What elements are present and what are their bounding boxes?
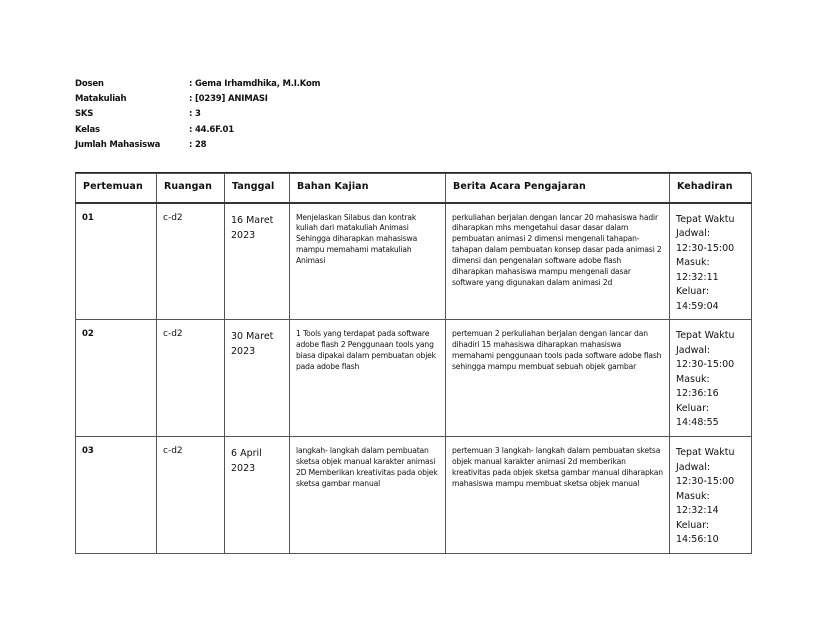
- kehadiran-status: Tepat Waktu: [676, 330, 735, 341]
- cell-pertemuan: 02: [76, 320, 157, 437]
- cell-berita-acara: perkuliahan berjalan dengan lancar 20 mahasiswa hadir diharapkan mhs mengetahui dasar dasar dalam pembuatan animasi 2 dimensi mengenali tahapan- tahapan dalam pembuatan konsep dasar pada animasi 2 dimensi dan pengenalan software adobe flash diharapkan mahasiswa mampu mengenali dasar software yang digunakan dalam animasi 2d: [446, 203, 670, 320]
- kehadiran-keluar: 14:59:04: [676, 300, 719, 312]
- kehadiran-jadwal-label: Jadwal:: [676, 344, 711, 356]
- cell-kehadiran: [670, 437, 752, 554]
- table-header-row: [76, 174, 752, 203]
- info-label: Jumlah Mahasiswa: [75, 139, 161, 150]
- cell-bahan-kajian: Menjelaskan Silabus dan kontrak kuliah dari matakuliah Animasi Sehingga diharapkan mahasiswa mampu memahami matakuliah Animasi: [290, 203, 446, 320]
- info-label: Kelas: [75, 124, 100, 135]
- cell-berita-acara: pertemuan 2 perkuliahan berjalan dengan lancar dan dihadiri 15 mahasiswa diharapkan mahasiswa memahami penggunaan tools pada software adobe flash sehingga mampu membuat sebuah objek gambar: [446, 320, 670, 437]
- cell-tanggal: 16 Maret 2023: [225, 203, 290, 320]
- kehadiran-keluar-label: Keluar:: [676, 519, 710, 531]
- info-value: : [0239] ANIMASI: [189, 94, 268, 105]
- info-value: : 28: [189, 139, 207, 150]
- table-row: [76, 320, 752, 437]
- info-label: Dosen: [75, 79, 104, 89]
- info-value: : 3: [189, 109, 201, 120]
- kehadiran-keluar-label: Keluar:: [676, 402, 710, 414]
- kehadiran-jadwal: 12:30-15:00: [676, 476, 735, 487]
- kehadiran-jadwal-label: Jadwal:: [676, 228, 711, 239]
- table-row: [76, 437, 752, 554]
- info-label: SKS: [75, 109, 94, 120]
- cell-ruangan: c-d2: [157, 437, 225, 554]
- header-ruangan: Ruangan: [157, 174, 225, 203]
- attendance-table: [75, 173, 752, 554]
- kehadiran-jadwal-label: Jadwal:: [676, 461, 711, 473]
- info-label: Matakuliah: [75, 94, 127, 105]
- kehadiran-masuk-label: Masuk:: [676, 373, 710, 385]
- kehadiran-masuk: 12:32:14: [676, 505, 719, 516]
- header-bahan-kajian: Bahan Kajian: [290, 174, 446, 203]
- header-tanggal: Tanggal: [225, 174, 290, 203]
- cell-pertemuan: 03: [76, 437, 157, 554]
- header-pertemuan: Pertemuan: [76, 174, 157, 203]
- kehadiran-masuk-label: Masuk:: [676, 257, 710, 268]
- kehadiran-status: Tepat Waktu: [676, 447, 735, 458]
- cell-bahan-kajian: langkah- langkah dalam pembuatan sketsa objek manual karakter animasi 2D Memberikan kreativitas pada objek sketsa gambar manual: [290, 437, 446, 554]
- kehadiran-keluar-label: Keluar:: [676, 286, 710, 297]
- kehadiran-jadwal: 12:30-15:00: [676, 359, 735, 370]
- cell-pertemuan: 01: [76, 203, 157, 320]
- kehadiran-masuk-label: Masuk:: [676, 490, 710, 502]
- kehadiran-jadwal: 12:30-15:00: [676, 242, 735, 254]
- kehadiran-masuk: 12:32:11: [676, 271, 719, 283]
- kehadiran-keluar: 14:48:55: [676, 417, 719, 428]
- header-kehadiran: Kehadiran: [670, 174, 752, 203]
- cell-kehadiran: [670, 203, 752, 320]
- cell-ruangan: c-d2: [157, 320, 225, 437]
- cell-tanggal: 30 Maret 2023: [225, 320, 290, 437]
- cell-tanggal: 6 April 2023: [225, 437, 290, 554]
- cell-bahan-kajian: 1 Tools yang terdapat pada software adobe flash 2 Penggunaan tools yang biasa dipakai dalam pembuatan objek pada adobe flash: [290, 320, 446, 437]
- kehadiran-status: Tepat Waktu: [676, 213, 735, 225]
- info-value: : Gema Irhamdhika, M.I.Kom: [189, 79, 321, 89]
- cell-ruangan: c-d2: [157, 203, 225, 320]
- info-value: : 44.6F.01: [189, 124, 234, 135]
- kehadiran-keluar: 14:56:10: [676, 534, 719, 545]
- cell-berita-acara: pertemuan 3 langkah- langkah dalam pembuatan sketsa objek manual karakter animasi 2d memberikan kreativitas pada objek sketsa gambar manual diharapkan mahasiswa mampu membuat sketsa objek manual: [446, 437, 670, 554]
- header-berita-acara: Berita Acara Pengajaran: [446, 174, 670, 203]
- kehadiran-masuk: 12:36:16: [676, 388, 719, 399]
- table-row: [76, 203, 752, 320]
- cell-kehadiran: [670, 320, 752, 437]
